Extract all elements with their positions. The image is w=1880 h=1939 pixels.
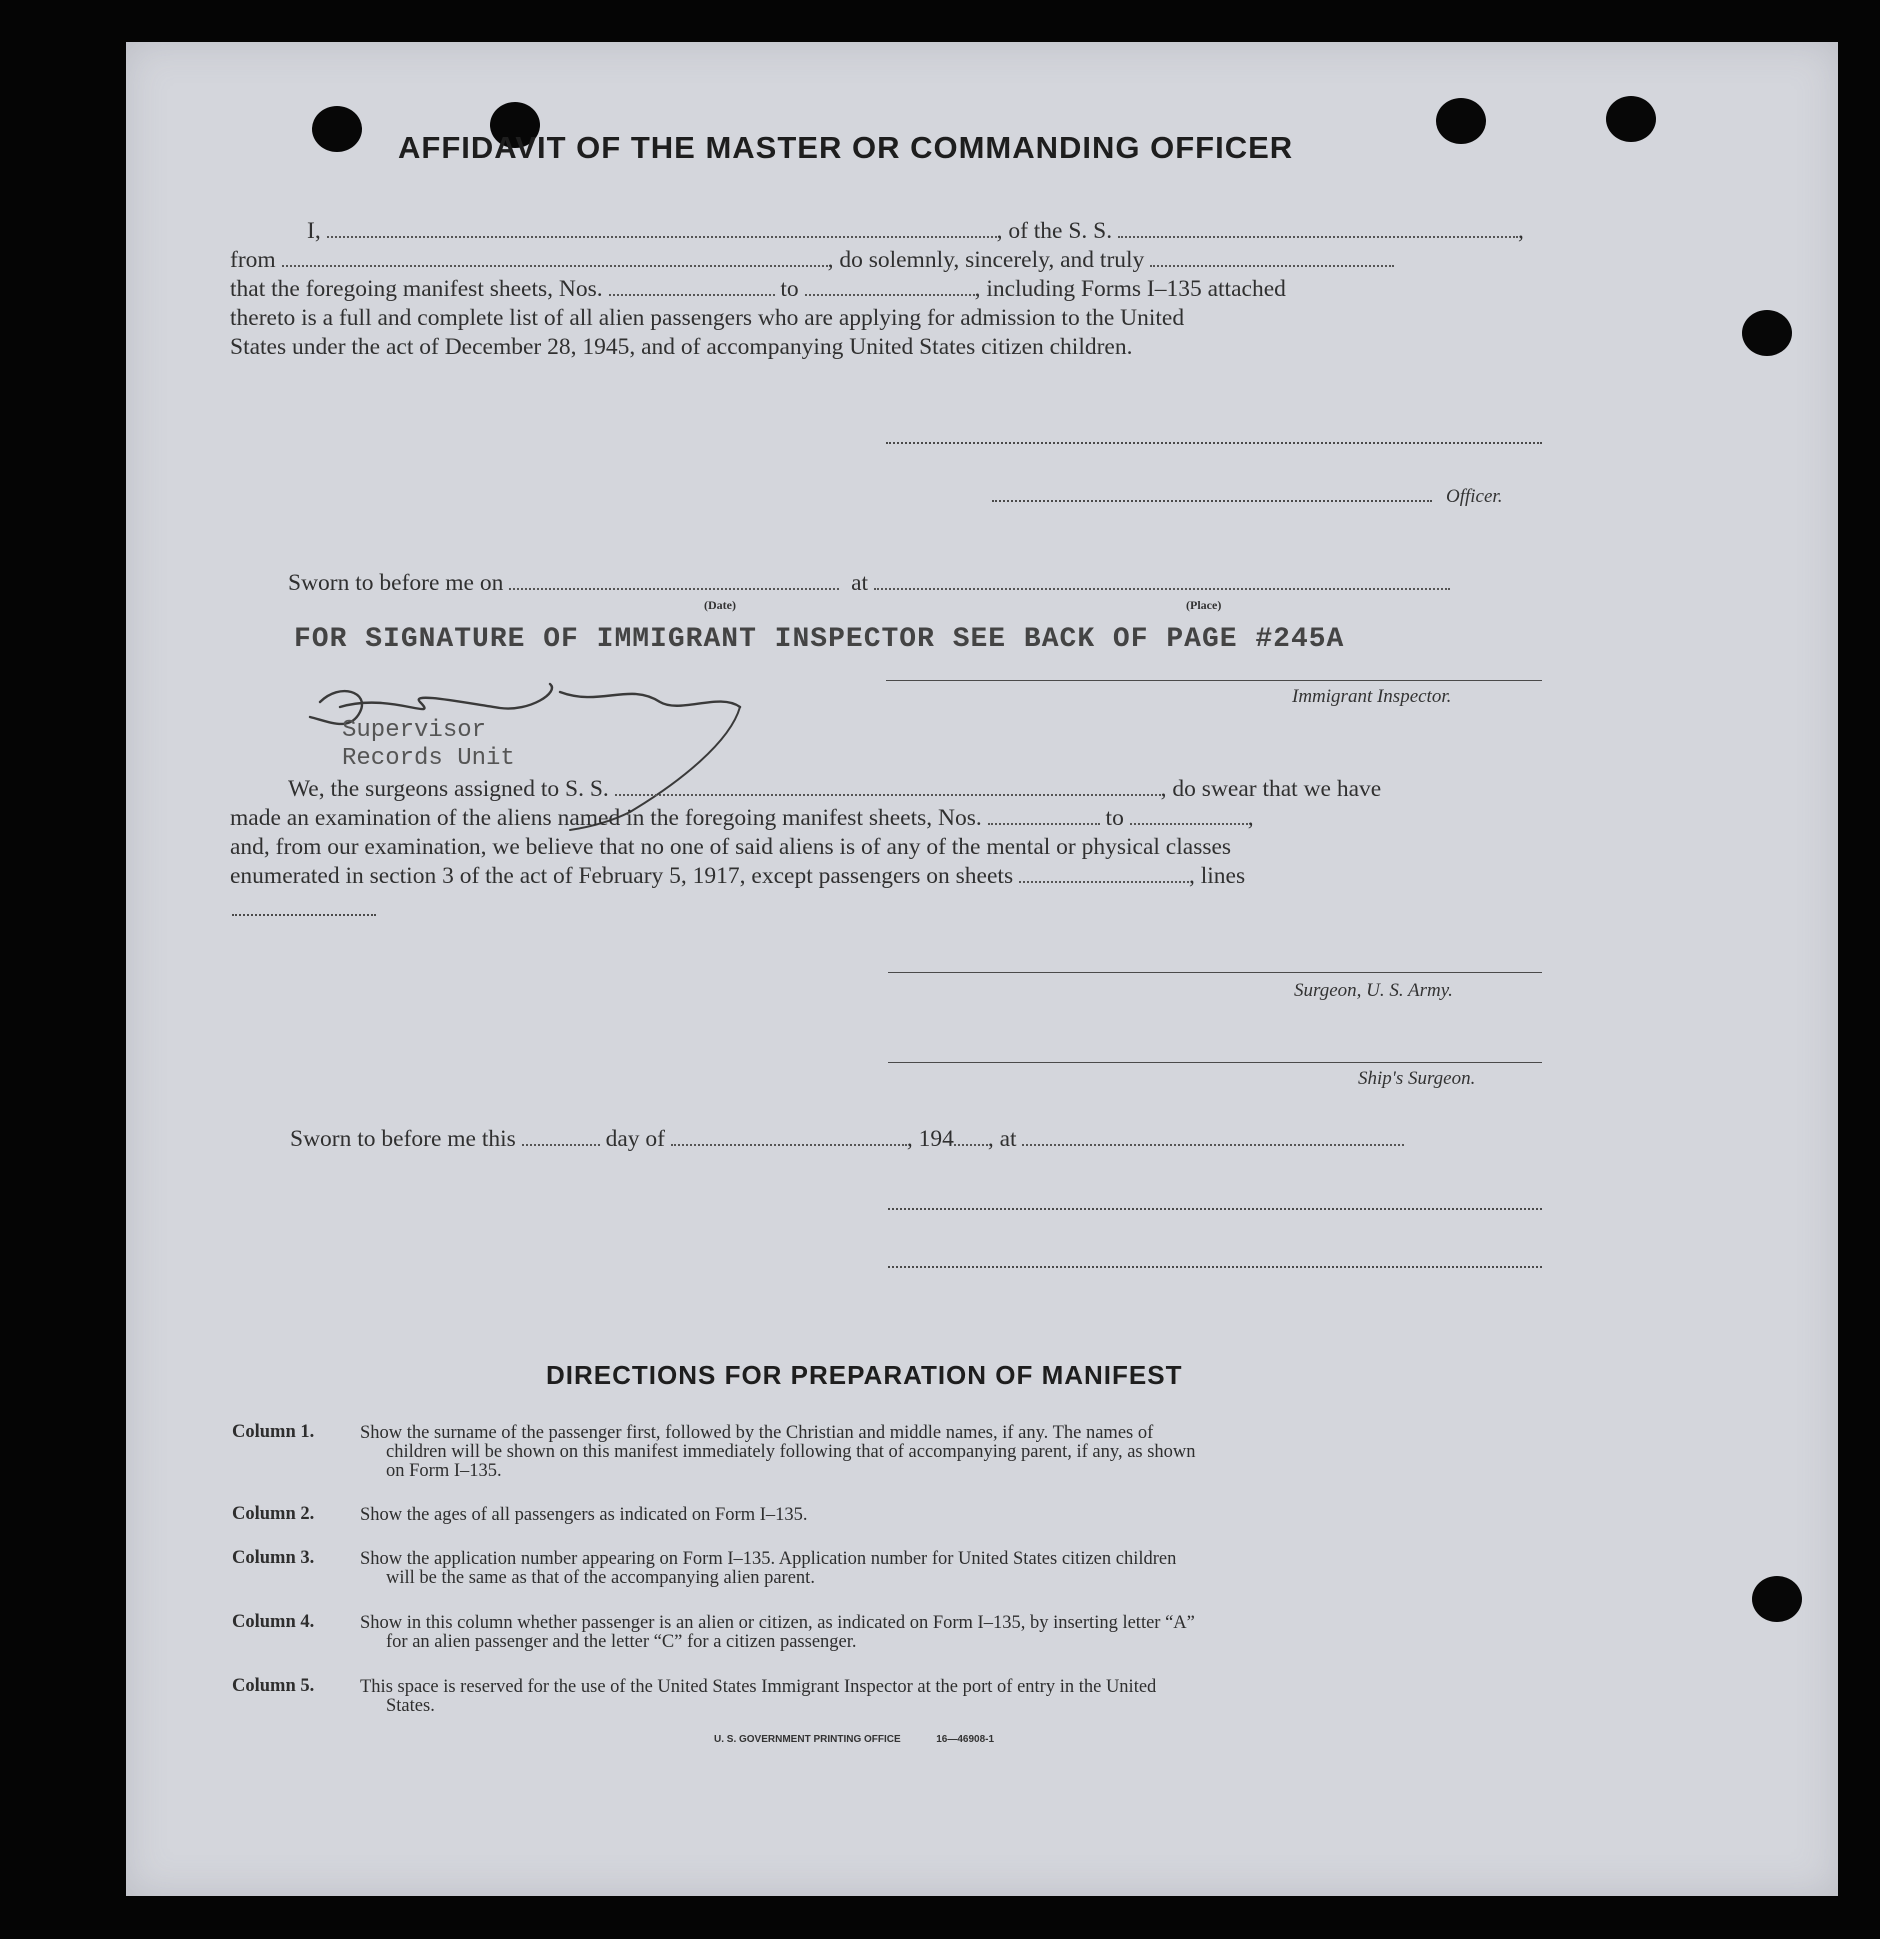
surgeons-enumerated: enumerated in section 3 of the act of February 5, 1917, except passengers on sheets bbox=[230, 863, 1014, 889]
gpo-text: U. S. GOVERNMENT PRINTING OFFICE bbox=[714, 1734, 901, 1745]
army-surgeon-signature-line bbox=[888, 972, 1542, 973]
affidavit-to: to bbox=[780, 276, 799, 302]
officer-caption: Officer. bbox=[1446, 486, 1503, 507]
affidavit-line-2 bbox=[230, 247, 1394, 274]
surgeons-line-1 bbox=[288, 776, 1381, 803]
column-2-label: Column 2. bbox=[232, 1504, 315, 1524]
punch-hole bbox=[1742, 310, 1792, 356]
column-5-label: Column 5. bbox=[232, 1676, 315, 1696]
comma: , bbox=[1247, 805, 1254, 831]
surgeons-lines: , lines bbox=[1188, 863, 1246, 889]
year-blank bbox=[954, 1144, 988, 1146]
sworn-before-line bbox=[288, 570, 1450, 597]
lines-blank bbox=[232, 914, 376, 916]
surgeons-ship-blank bbox=[615, 794, 1161, 796]
place-caption: (Place) bbox=[1186, 598, 1222, 612]
oath-blank bbox=[1150, 265, 1394, 267]
punch-hole bbox=[1752, 1576, 1802, 1622]
sworn-this-day-line bbox=[290, 1126, 1404, 1153]
affidavit-line-1 bbox=[281, 218, 1524, 245]
affidavit-solemnly: , do solemnly, sincerely, and truly bbox=[827, 247, 1145, 273]
month-blank bbox=[671, 1144, 907, 1146]
gpo-imprint bbox=[714, 1734, 994, 1745]
surgeons-line-2 bbox=[230, 805, 1254, 832]
signature-line bbox=[888, 1208, 1542, 1210]
punch-hole bbox=[312, 106, 362, 152]
column-1-line-1: Show the surname of the passenger first, followed by the Christian and middle names, if any. The names of bbox=[360, 1423, 1154, 1443]
affidavit-line-3 bbox=[230, 276, 1286, 303]
sworn-place-blank bbox=[1022, 1144, 1404, 1146]
surgeons-examination: made an examination of the aliens named in the foregoing manifest sheets, Nos. bbox=[230, 805, 982, 831]
affidavit-forms: , including Forms I–135 attached bbox=[974, 276, 1286, 302]
affidavit-manifest-nos: that the foregoing manifest sheets, Nos. bbox=[230, 276, 603, 302]
sworn-text: Sworn to before me on bbox=[288, 570, 504, 596]
name-blank bbox=[327, 236, 997, 238]
affidavit-from: from bbox=[230, 247, 276, 273]
nos-from-blank bbox=[609, 294, 775, 296]
column-5-line-2: States. bbox=[386, 1696, 435, 1716]
column-1-line-3: on Form I–135. bbox=[386, 1461, 502, 1481]
officer-signature-line bbox=[992, 500, 1432, 502]
date-caption: (Date) bbox=[704, 598, 736, 612]
day-of-text: day of bbox=[605, 1126, 665, 1152]
affidavit-of-ss: , of the S. S. bbox=[996, 218, 1113, 244]
ship-blank bbox=[1118, 236, 1518, 238]
column-4-line-1: Show in this column whether passenger is an alien or citizen, as indicated on Form I–135, by inserting letter “A” bbox=[360, 1613, 1195, 1633]
column-1-line-2: children will be shown on this manifest immediately following that of accompanying parent, if any, as shown bbox=[386, 1442, 1196, 1462]
affidavit-title: AFFIDAVIT OF THE MASTER OR COMMANDING OFFICER bbox=[398, 130, 1294, 165]
from-blank bbox=[282, 265, 828, 267]
inspector-caption: Immigrant Inspector. bbox=[1292, 686, 1452, 707]
comma: , bbox=[1518, 218, 1524, 244]
affidavit-line-5: States under the act of December 28, 1945, and of accompanying United States citizen children. bbox=[230, 334, 1133, 360]
supervisor-title: Supervisor bbox=[342, 717, 487, 744]
directions-title: DIRECTIONS FOR PREPARATION OF MANIFEST bbox=[546, 1360, 1183, 1390]
sheets-blank bbox=[1019, 881, 1189, 883]
surgeons-to-blank bbox=[1130, 823, 1248, 825]
column-4-label: Column 4. bbox=[232, 1612, 315, 1632]
column-2-line-1: Show the ages of all passengers as indicated on Form I–135. bbox=[360, 1505, 808, 1525]
document-page bbox=[126, 42, 1838, 1896]
sworn-this-text: Sworn to before me this bbox=[290, 1126, 516, 1152]
ship-surgeon-caption: Ship's Surgeon. bbox=[1358, 1068, 1476, 1089]
surgeons-to: to bbox=[1105, 805, 1124, 831]
surgeons-line-3: and, from our examination, we believe that no one of said aliens is of any of the mental or physical classes bbox=[230, 834, 1232, 860]
date-blank bbox=[509, 588, 839, 590]
form-number: 16—46908-1 bbox=[936, 1734, 995, 1745]
nos-to-blank bbox=[805, 294, 975, 296]
column-3-label: Column 3. bbox=[232, 1548, 315, 1568]
at-text: , at bbox=[987, 1126, 1017, 1152]
surgeons-swear: , do swear that we have bbox=[1160, 776, 1382, 802]
punch-hole bbox=[1606, 96, 1656, 142]
affidavit-i: I, bbox=[307, 218, 321, 244]
place-blank bbox=[874, 588, 1450, 590]
affidavit-line-4: thereto is a full and complete list of all alien passengers who are applying for admission to the United bbox=[230, 305, 1185, 331]
column-4-line-2: for an alien passenger and the letter “C” for a citizen passenger. bbox=[386, 1632, 857, 1652]
at-text: at bbox=[851, 570, 869, 596]
inspector-signature-line bbox=[886, 680, 1542, 681]
surgeons-assigned: We, the surgeons assigned to S. S. bbox=[288, 776, 609, 802]
punch-hole bbox=[1436, 98, 1486, 144]
column-1-label: Column 1. bbox=[232, 1422, 315, 1442]
surgeons-nos-blank bbox=[988, 823, 1100, 825]
records-unit-title: Records Unit bbox=[342, 745, 515, 772]
signature-line bbox=[886, 442, 1542, 444]
inspector-reference-stamp: FOR SIGNATURE OF IMMIGRANT INSPECTOR SEE BACK OF PAGE #245A bbox=[294, 624, 1345, 655]
column-3-line-1: Show the application number appearing on Form I–135. Application number for United States citizen children bbox=[360, 1549, 1177, 1569]
army-surgeon-caption: Surgeon, U. S. Army. bbox=[1294, 980, 1453, 1001]
surgeons-line-4 bbox=[230, 863, 1245, 890]
column-3-line-2: will be the same as that of the accompanying alien parent. bbox=[386, 1568, 815, 1588]
column-5-line-1: This space is reserved for the use of the United States Immigrant Inspector at the port of entry in the United bbox=[360, 1677, 1157, 1697]
signature-line bbox=[888, 1266, 1542, 1268]
day-blank bbox=[522, 1144, 600, 1146]
year-prefix: , 194 bbox=[906, 1126, 954, 1152]
ship-surgeon-signature-line bbox=[888, 1062, 1542, 1063]
